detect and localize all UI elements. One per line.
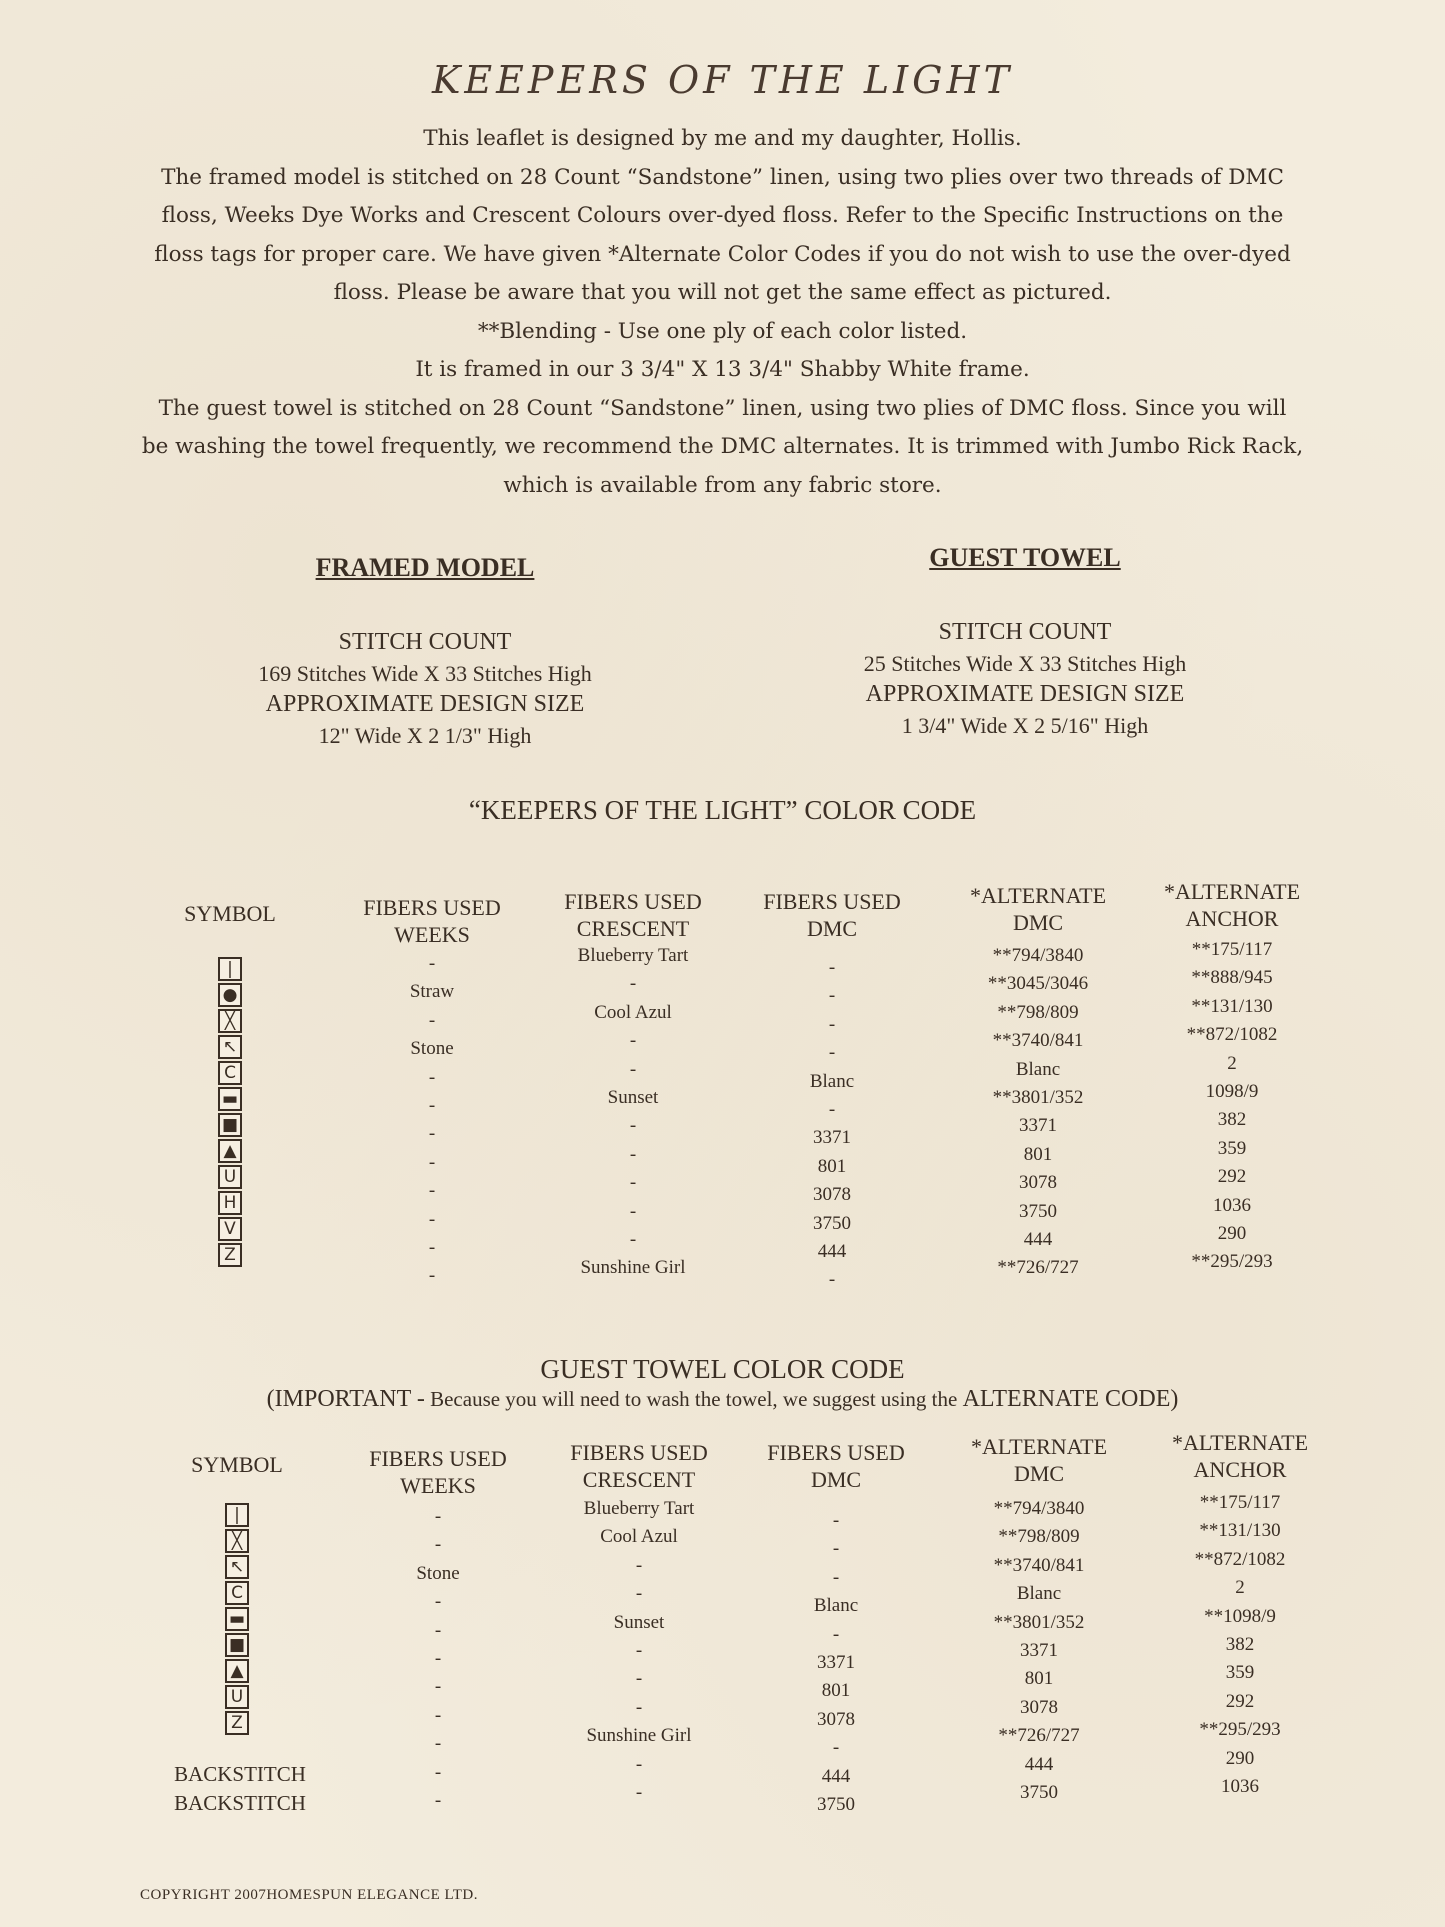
color-code-title: “KEEPERS OF THE LIGHT” COLOR CODE <box>468 795 977 825</box>
alt-anchor-cell: **872/1082 <box>1186 1024 1278 1046</box>
header-line: DMC <box>1013 1461 1065 1486</box>
weeks-cell: Stone <box>410 1038 454 1060</box>
dmc-cell: 3078 <box>813 1184 851 1206</box>
note-prefix: (IMPORTANT - <box>266 1386 425 1412</box>
weeks-cell: - <box>428 1123 436 1145</box>
chart-symbol-icon: Z <box>225 1711 249 1735</box>
header-line: FIBERS USED <box>767 1440 905 1465</box>
symbol-column <box>218 957 242 1269</box>
alt-anchor-cell: 1036 <box>1221 1776 1259 1797</box>
dmc-header <box>751 1439 921 1493</box>
dmc-cell: - <box>832 1737 840 1759</box>
alt-dmc-cell: **3045/3046 <box>987 973 1089 995</box>
alt-dmc-cell: **726/727 <box>998 1725 1080 1747</box>
note-suffix: ALTERNATE CODE) <box>962 1386 1179 1412</box>
intro-line: floss tags for proper care. We have given *Alternate Color Codes if you do not wish to use the over-dyed <box>154 241 1291 267</box>
weeks-cell: - <box>434 1619 442 1641</box>
alt-anchor-cell: 292 <box>1217 1166 1247 1188</box>
alt-dmc-cell: **798/809 <box>998 1526 1080 1548</box>
chart-symbol-icon: ╳ <box>225 1529 249 1553</box>
symbol-header: SYMBOL <box>184 901 276 926</box>
chart-symbol-icon: ▬ <box>225 1607 249 1631</box>
alt-dmc-cell: **794/3840 <box>993 1498 1085 1519</box>
design-size-value: 12" Wide X 2 1/3" High <box>318 723 532 748</box>
alt-dmc-cell: 3078 <box>1019 1172 1057 1194</box>
crescent-cell: Sunshine Girl <box>580 1257 686 1279</box>
header-line: FIBERS USED <box>763 889 901 914</box>
intro-line: It is framed in our 3 3/4" X 13 3/4" Shabby White frame. <box>415 357 1030 382</box>
crescent-cell: - <box>635 1782 643 1803</box>
dmc-cell: Blanc <box>813 1595 859 1617</box>
weeks-cell: - <box>428 1009 436 1031</box>
crescent-cell: - <box>635 1554 643 1576</box>
intro-line: floss, Weeks Dye Works and Crescent Colours over-dyed floss. Refer to the Specific Instructions on the <box>161 203 1284 228</box>
guest-towel-color-code-title: GUEST TOWEL COLOR CODE <box>540 1354 905 1384</box>
weeks-cell: - <box>434 1761 442 1783</box>
crescent-cell: - <box>629 1172 637 1194</box>
chart-symbol-icon: ■ <box>225 1633 249 1657</box>
dmc-cell: - <box>832 1623 840 1645</box>
alt-dmc-cell: 801 <box>1024 1668 1054 1690</box>
crescent-cell: Sunset <box>607 1087 659 1108</box>
alt-anchor-cell: 359 <box>1217 1137 1247 1159</box>
chart-symbol-icon: ■ <box>218 1113 242 1137</box>
chart-symbol-icon: C <box>225 1581 249 1605</box>
weeks-cell: - <box>434 1733 442 1755</box>
crescent-cell: - <box>629 973 637 995</box>
design-size-label: APPROXIMATE DESIGN SIZE <box>865 681 1185 707</box>
header-line: *ALTERNATE <box>970 1434 1108 1459</box>
alt-anchor-cell: 292 <box>1225 1690 1255 1712</box>
alt-anchor-cell: 359 <box>1225 1662 1255 1684</box>
chart-symbol-icon: ▲ <box>218 1139 242 1163</box>
intro-line: **Blending - Use one ply of each color listed. <box>477 318 968 344</box>
chart-symbol-icon: | <box>225 1503 249 1527</box>
alt-dmc-header <box>954 1433 1124 1487</box>
chart-symbol-icon: Z <box>218 1243 242 1267</box>
alt-anchor-cell: **295/293 <box>1191 1251 1273 1273</box>
alt-anchor-cell: 290 <box>1217 1223 1247 1244</box>
chart-symbol-icon: U <box>218 1165 242 1189</box>
alt-dmc-cell: **3801/352 <box>993 1611 1085 1633</box>
alt-anchor-cell: 2 <box>1235 1577 1245 1599</box>
dmc-cell: 3750 <box>817 1794 855 1815</box>
alt-anchor-cell: 1098/9 <box>1205 1081 1259 1102</box>
dmc-cell: 3750 <box>813 1212 851 1234</box>
weeks-cell: Stone <box>416 1562 460 1584</box>
alt-dmc-cell: 801 <box>1023 1143 1053 1165</box>
weeks-cell: - <box>428 1151 436 1173</box>
crescent-cell: - <box>635 1753 643 1775</box>
weeks-cell: - <box>428 1265 436 1287</box>
intro-paragraph <box>110 120 1335 505</box>
stitch-count-label: STITCH COUNT <box>338 629 512 655</box>
chart-symbol-icon: ╳ <box>218 1009 242 1033</box>
crescent-cell: - <box>629 1143 637 1165</box>
crescent-cell: - <box>629 1115 637 1137</box>
symbol-column <box>225 1503 249 1737</box>
chart-symbol-icon: ▲ <box>225 1659 249 1683</box>
header-line: FIBERS USED <box>369 1446 507 1471</box>
stitch-count-label: STITCH COUNT <box>938 619 1112 645</box>
header-line: CRESCENT <box>576 916 690 941</box>
chart-symbol-icon: ● <box>218 983 242 1007</box>
alt-dmc-cell: 444 <box>1023 1229 1053 1250</box>
header-line: *ALTERNATE <box>1171 1430 1309 1455</box>
important-note <box>0 1386 1445 1413</box>
dmc-cell: - <box>832 1510 840 1531</box>
alt-dmc-cell: **794/3840 <box>992 945 1084 966</box>
design-size-value: 1 3/4" Wide X 2 5/16" High <box>901 713 1149 738</box>
alt-dmc-cell: Blanc <box>1016 1583 1062 1605</box>
alt-anchor-header <box>1147 878 1317 932</box>
alt-anchor-cell: **872/1082 <box>1194 1548 1286 1570</box>
page-title: KEEPERS OF THE LIGHT <box>432 58 1013 102</box>
alt-dmc-cell: 3078 <box>1020 1696 1058 1718</box>
weeks-header <box>347 894 517 948</box>
alt-dmc-cell: **3740/841 <box>992 1030 1084 1052</box>
alt-anchor-cell: **175/117 <box>1191 939 1273 960</box>
dmc-cell: - <box>832 1538 840 1560</box>
backstitch-label: BACKSTITCH <box>174 1762 306 1786</box>
alt-anchor-cell: 1036 <box>1213 1194 1251 1216</box>
alt-anchor-cell: 382 <box>1225 1634 1255 1655</box>
weeks-cell: - <box>428 953 436 974</box>
weeks-cell: - <box>428 1208 436 1230</box>
header-line: DMC <box>806 916 858 941</box>
guest-towel-section <box>805 543 1245 741</box>
alt-anchor-cell: 382 <box>1217 1109 1247 1131</box>
alt-dmc-cell: **798/809 <box>997 1001 1079 1023</box>
weeks-cell: - <box>434 1506 442 1527</box>
intro-line: be washing the towel frequently, we recommend the DMC alternates. It is trimmed with Jumbo Rick Rack, <box>141 434 1304 459</box>
chart-symbol-icon: H <box>218 1191 242 1215</box>
weeks-header <box>353 1445 523 1499</box>
intro-line: floss. Please be aware that you will not get the same effect as pictured. <box>333 280 1112 305</box>
header-line: DMC <box>1012 910 1064 935</box>
chart-symbol-icon: C <box>218 1061 242 1085</box>
crescent-cell: Blueberry Tart <box>583 1498 695 1519</box>
weeks-cell: - <box>434 1790 442 1811</box>
crescent-cell: - <box>635 1696 643 1718</box>
crescent-cell: - <box>635 1640 643 1661</box>
crescent-header <box>554 1439 724 1493</box>
crescent-cell: - <box>629 1229 637 1250</box>
intro-line: This leaflet is designed by me and my daughter, Hollis. <box>423 126 1022 151</box>
weeks-cell: - <box>434 1676 442 1698</box>
note-text: Because you will need to wash the towel, we suggest using the <box>430 1387 958 1411</box>
header-line: WEEKS <box>394 922 470 947</box>
dmc-cell: - <box>828 957 836 978</box>
alt-dmc-cell: 3371 <box>1019 1115 1057 1137</box>
chart-symbol-icon: ▬ <box>218 1087 242 1111</box>
weeks-cell: - <box>434 1704 442 1726</box>
intro-line: The framed model is stitched on 28 Count “Sandstone” linen, using two plies over two threads of DMC <box>161 164 1284 190</box>
header-line: FIBERS USED <box>363 895 501 920</box>
alt-dmc-cell: 3750 <box>1020 1782 1058 1803</box>
header-line: *ALTERNATE <box>969 883 1107 908</box>
dmc-cell: 801 <box>821 1680 851 1702</box>
alt-dmc-cell: 3371 <box>1020 1640 1058 1661</box>
weeks-cell: Straw <box>409 981 455 1003</box>
alt-anchor-cell: **131/130 <box>1199 1520 1281 1542</box>
header-line: WEEKS <box>400 1473 476 1498</box>
alt-anchor-cell: **295/293 <box>1199 1719 1281 1741</box>
copyright: COPYRIGHT 2007HOMESPUN ELEGANCE LTD. <box>140 1887 479 1903</box>
weeks-cell: - <box>428 1095 436 1116</box>
alt-dmc-cell: **726/727 <box>997 1257 1079 1279</box>
guest-towel-heading: GUEST TOWEL <box>929 543 1121 572</box>
alt-dmc-cell: 444 <box>1024 1753 1054 1775</box>
header-line: FIBERS USED <box>570 1440 708 1465</box>
dmc-cell: 444 <box>821 1765 851 1787</box>
weeks-cell: - <box>428 1237 436 1258</box>
weeks-cell: - <box>434 1648 442 1669</box>
alt-anchor-header <box>1155 1429 1325 1483</box>
dmc-cell: - <box>832 1566 840 1588</box>
dmc-cell: - <box>828 985 836 1007</box>
crescent-cell: - <box>629 1030 637 1052</box>
weeks-cell: - <box>434 1534 442 1556</box>
crescent-cell: Cool Azul <box>600 1526 678 1548</box>
alt-anchor-cell: 290 <box>1225 1747 1255 1769</box>
stitch-count-value: 169 Stitches Wide X 33 Stitches High <box>258 661 592 686</box>
alt-dmc-cell: **3801/352 <box>992 1087 1084 1108</box>
alt-anchor-cell: **1098/9 <box>1204 1605 1276 1627</box>
weeks-cell: - <box>428 1180 436 1202</box>
dmc-cell: 801 <box>817 1155 847 1177</box>
alt-anchor-cell: **888/945 <box>1191 967 1273 989</box>
framed-model-section <box>205 553 645 751</box>
alt-dmc-header <box>953 882 1123 936</box>
header-line: ANCHOR <box>1193 1457 1287 1482</box>
dmc-cell: - <box>828 1099 836 1120</box>
chart-symbol-icon: | <box>218 957 242 981</box>
crescent-cell: - <box>629 1200 637 1222</box>
chart-symbol-icon: ↖ <box>218 1035 242 1059</box>
dmc-cell: 3371 <box>813 1127 851 1149</box>
crescent-cell: Sunset <box>613 1611 665 1633</box>
header-line: *ALTERNATE <box>1163 879 1301 904</box>
crescent-header <box>548 888 718 942</box>
stitch-count-value: 25 Stitches Wide X 33 Stitches High <box>863 651 1187 676</box>
dmc-cell: 3371 <box>817 1652 855 1673</box>
alt-anchor-cell: 2 <box>1227 1052 1237 1074</box>
chart-symbol-icon: U <box>225 1685 249 1709</box>
weeks-cell: - <box>434 1591 442 1613</box>
backstitch-label: BACKSTITCH <box>174 1791 306 1815</box>
alt-anchor-cell: **131/130 <box>1191 995 1273 1017</box>
crescent-cell: - <box>635 1668 643 1690</box>
intro-line: which is available from any fabric store. <box>503 472 942 498</box>
alt-dmc-cell: **3740/841 <box>993 1554 1085 1576</box>
header-line: CRESCENT <box>582 1467 696 1492</box>
crescent-cell: Blueberry Tart <box>577 945 689 966</box>
design-size-label: APPROXIMATE DESIGN SIZE <box>265 691 585 717</box>
crescent-cell: Cool Azul <box>594 1001 672 1023</box>
header-line: ANCHOR <box>1185 906 1279 931</box>
dmc-cell: 3078 <box>817 1708 855 1730</box>
crescent-cell: - <box>629 1058 637 1080</box>
chart-symbol-icon: V <box>218 1217 242 1241</box>
intro-line: The guest towel is stitched on 28 Count “Sandstone” linen, using two plies of DMC floss. Since you will <box>158 395 1287 421</box>
alt-anchor-cell: **175/117 <box>1199 1492 1281 1513</box>
header-line: DMC <box>810 1467 862 1492</box>
symbol-header: SYMBOL <box>191 1452 283 1477</box>
alt-dmc-cell: 3750 <box>1019 1200 1057 1222</box>
dmc-cell: - <box>828 1269 836 1291</box>
chart-symbol-icon: ↖ <box>225 1555 249 1579</box>
crescent-cell: - <box>635 1583 643 1605</box>
weeks-cell: - <box>428 1066 436 1088</box>
dmc-cell: Blanc <box>809 1070 855 1092</box>
dmc-header <box>747 888 917 942</box>
dmc-cell: - <box>828 1013 836 1035</box>
header-line: FIBERS USED <box>564 889 702 914</box>
dmc-cell: - <box>828 1042 836 1064</box>
framed-model-heading: FRAMED MODEL <box>315 553 535 582</box>
dmc-cell: 444 <box>817 1241 847 1262</box>
alt-dmc-cell: Blanc <box>1015 1058 1061 1080</box>
crescent-cell: Sunshine Girl <box>586 1725 692 1747</box>
